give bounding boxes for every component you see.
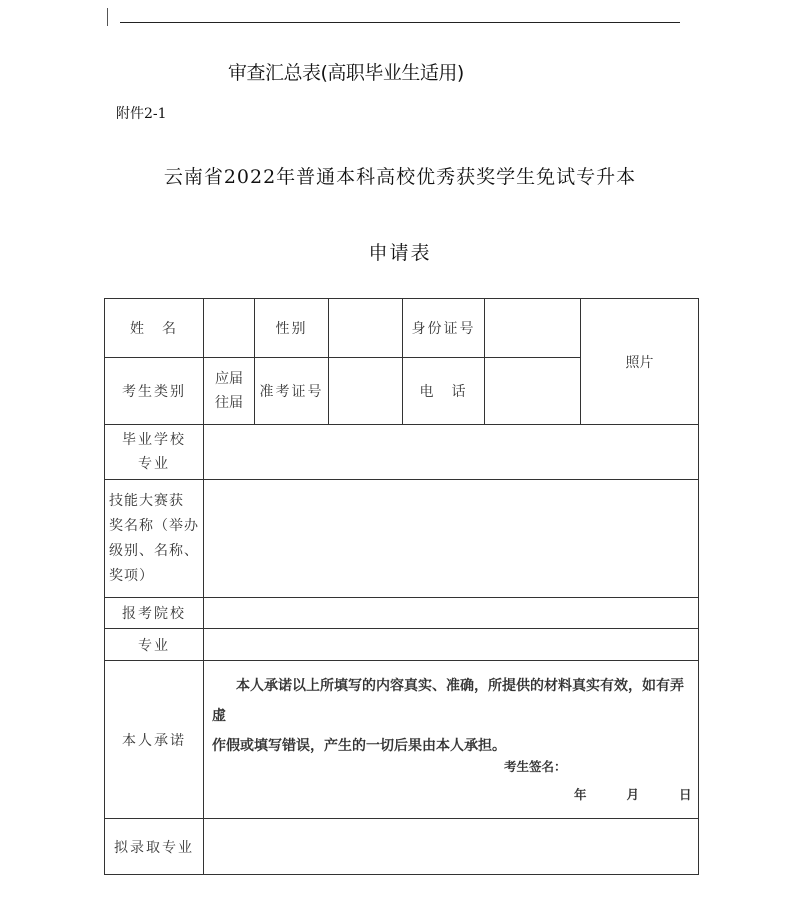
text-cursor	[107, 8, 108, 26]
phone-label: 电 话	[403, 358, 485, 425]
gender-label: 性别	[255, 299, 329, 358]
date-day: 日	[679, 787, 692, 802]
award-label	[105, 480, 204, 598]
exam-number-field[interactable]	[329, 358, 403, 425]
award-label-line: 奖项）	[109, 567, 154, 584]
pledge-field[interactable]	[204, 661, 699, 819]
signature-label: 考生签名：	[504, 759, 567, 774]
admit-major-field[interactable]	[204, 819, 699, 875]
category-option-previous[interactable]: 往届	[215, 395, 243, 411]
gender-field[interactable]	[329, 299, 403, 358]
pledge-text-line2: 作假或填写错误，产生的一切后果由本人承担。	[212, 738, 506, 754]
award-field[interactable]	[204, 480, 699, 598]
document-title: 云南省2022年普通本科高校优秀获奖学生免试专升本	[163, 166, 637, 188]
school-major-field[interactable]	[204, 425, 699, 480]
category-options[interactable]	[204, 358, 255, 425]
photo-box[interactable]	[581, 299, 699, 425]
date-line	[574, 785, 692, 803]
admit-major-label: 拟录取专业	[105, 819, 204, 875]
photo-label: 照片	[625, 354, 654, 371]
major-label: 专业	[138, 456, 170, 472]
award-label-line: 级别、名称、	[109, 542, 199, 559]
name-field[interactable]	[204, 299, 255, 358]
apply-major-label: 专业	[105, 629, 204, 661]
award-label-line: 技能大赛获	[109, 492, 184, 509]
application-form-table	[104, 298, 699, 875]
pledge-text-line1: 本人承诺以上所填写的内容真实、准确，所提供的材料真实有效，如有弄虚	[212, 678, 684, 724]
exam-number-label: 准考证号	[255, 358, 329, 425]
date-month: 月	[626, 787, 640, 802]
apply-school-label: 报考院校	[105, 598, 204, 629]
document-subtitle: 申请表	[368, 242, 432, 264]
apply-major-field[interactable]	[204, 629, 699, 661]
award-label-line: 奖名称（举办	[109, 517, 199, 534]
attachment-label: 附件2-1	[116, 106, 167, 122]
sheet-title: 审查汇总表(高职毕业生适用)	[228, 62, 464, 84]
name-label: 姓 名	[105, 299, 204, 358]
phone-field[interactable]	[485, 358, 581, 425]
school-label: 毕业学校	[122, 432, 186, 448]
category-label: 考生类别	[105, 358, 204, 425]
school-major-label	[105, 425, 204, 480]
date-year: 年	[574, 787, 587, 802]
pledge-label: 本人承诺	[105, 661, 204, 819]
header-rule	[120, 22, 680, 23]
id-number-label: 身份证号	[403, 299, 485, 358]
category-option-current[interactable]: 应届	[215, 371, 243, 387]
apply-school-field[interactable]	[204, 598, 699, 629]
id-number-field[interactable]	[485, 299, 581, 358]
